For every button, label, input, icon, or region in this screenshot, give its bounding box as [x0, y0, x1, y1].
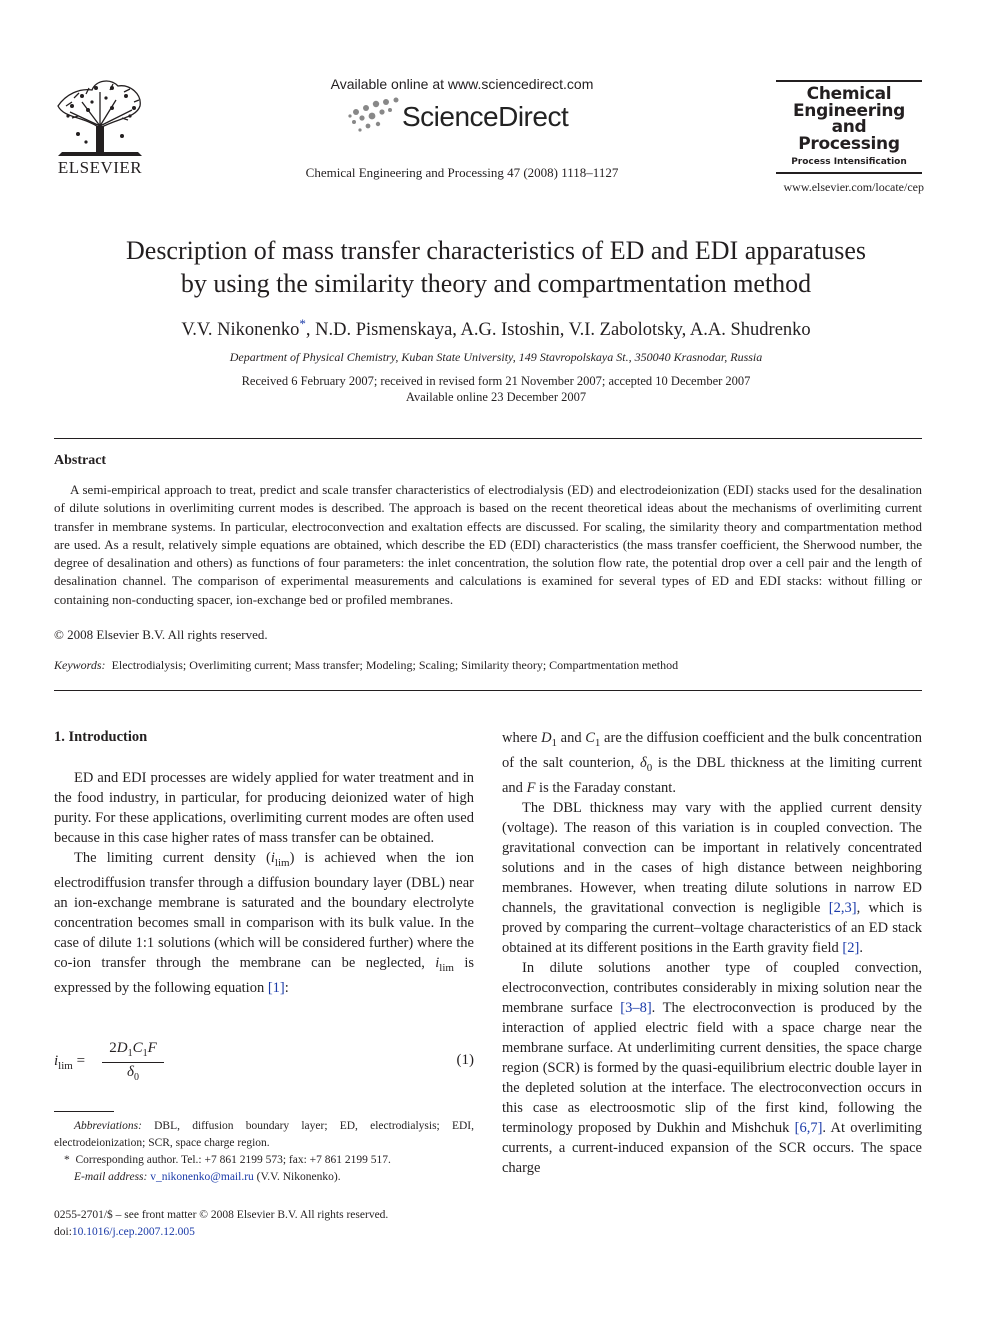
footnote-abbreviations: Abbreviations: DBL, diffusion boundary layer; ED, electrodialysis; EDI, electrodeionization; SCR, space charge region.: [54, 1120, 474, 1149]
front-matter-notes: [54, 1207, 494, 1241]
footnotes: [54, 1118, 474, 1186]
journal-url-link[interactable]: www.elsevier.com/locate/cep: [783, 180, 924, 194]
affiliation: Department of Physical Chemistry, Kuban State University, 149 Stavropolskaya St., 350040 Krasnodar, Russia: [229, 350, 763, 364]
abstract-top-rule: [54, 438, 922, 439]
reference-link-2-3[interactable]: [2,3]: [828, 899, 857, 916]
equation-1: [54, 1040, 474, 1088]
sciencedirect-logo-text: ScienceDirect: [402, 101, 569, 132]
footnote-rule: [54, 1111, 114, 1112]
fraction-bar: [102, 1062, 164, 1063]
doi-link[interactable]: 10.1016/j.cep.2007.12.005: [71, 1226, 195, 1238]
author-list: [60, 316, 932, 341]
keywords-list: Electrodialysis; Overlimiting current; Mass transfer; Modeling; Scaling; Similarity theory; Compartmentation method: [111, 658, 679, 672]
journal-logo-title: Chemical Engineering and Processing: [792, 84, 906, 154]
keywords: [54, 658, 922, 673]
right-paragraph-1: where $D_1$ and $C_1$ are the diffusion coefficient and the bulk concentration of the salt counterion, $\delta_0$ is the DBL thickness at the limiting current and F is the Faraday constant.: [502, 730, 923, 796]
journal-citation: Chemical Engineering and Processing 47 (2008) 1118–1127: [305, 165, 619, 180]
article-title: Description of mass transfer characteristics of ED and EDI apparatuses by using the similarity theory and compartmentation method: [126, 236, 866, 298]
journal-logo-subtitle: Process Intensification: [791, 157, 907, 167]
reference-link-1[interactable]: [1]: [267, 979, 285, 996]
email-link[interactable]: v_nikonenko@mail.ru: [150, 1171, 254, 1183]
right-column-text: [502, 728, 922, 1178]
right-paragraph-2: The DBL thickness may vary with the applied current density (voltage). The reason of this variation is in coupled convection. The gravitational convection can be important in relatively concentrated solutions and in the cases of high distance between neighboring membranes. However, when treating dilute solutions in narrow ED channels, the gravitational convection is negligible [2,3], which is proved by comparing the current–voltage characteristics of an ED stack obtained at its different positions in the Earth gravity field [2].: [502, 799, 923, 956]
abstract-copyright: © 2008 Elsevier B.V. All rights reserved.: [54, 627, 268, 642]
first-author: V.V. Nikonenko: [181, 320, 300, 341]
issn-line: 0255-2701/$ – see front matter © 2008 Elsevier B.V. All rights reserved.: [54, 1209, 389, 1221]
footnote-corresponding: * Corresponding author. Tel.: +7 861 2199 573; fax: +7 861 2199 517.: [64, 1154, 391, 1166]
equation-lhs: $i_{lim}$ =: [54, 1053, 86, 1072]
introduction-text: [54, 768, 474, 998]
abstract-text: A semi-empirical approach to treat, predict and scale transfer characteristics of electrodialysis (ED) and electrodeionization (EDI) stacks used for the desalination of dilute solutions in overlimiting current modes is described. The approach is based on the recent theoretical ideas about the mechanisms of overlimiting current transfer in membrane systems. In particular, electroconvection and exaltation effects are discussed. For scaling, the similarity theory and compartmentation method are used. As a result, relatively simple equations are obtained, which describe the ED (EDI) characteristics (the mass transfer coefficient, the Sherwood number, the degree of desalination and others) as functions of four parameters: the inlet concentration, the solution flow rate, the potential drop over a cell pair and the length of desalination channel. The comparison of experimental measurements and calculations is examined for several types of ED and EDI stacks: without filling or containing non-conducting spacer, ion-exchange bed or profiled membranes.: [54, 482, 922, 607]
abstract-heading: Abstract: [54, 453, 107, 468]
abstract-bottom-rule: [54, 690, 922, 691]
right-paragraph-3: In dilute solutions another type of coupled convection, electroconvection, contributes considerably in mixing solution near the membrane surface [3–8]. The electroconvection is produced by the interaction of applied electric field with a space charge near the membrane surface. At underlimiting current densities, the space charge region (SCR) is formed by the quasi-equilibrium electric double layer in the depleted solution at the interface. The electroconvection occurs in this case as electroosmotic slip of the first kind, following the terminology proposed by Dukhin and Mishchuk [6,7]. At overlimiting currents, a current-induced expansion of the SCR occurs. The space charge: [502, 959, 922, 1176]
reference-link-3-8[interactable]: [3–8]: [620, 999, 652, 1016]
intro-paragraph-2: The limiting current density $(i_{lim})$ is achieved when the ion electrodiffusion transfer through a diffusion boundary layer (DBL) near an ion-exchange membrane is saturated and the boundary electrolyte concentration becomes small in comparison with its bulk value. In the case of dilute 1:1 solutions (which will be considered further) where the co-ion transfer through the membrane can be neglected, $i_{lim}$ is expressed by the following equation [1]:: [54, 850, 474, 996]
available-online-text: Available online at www.sciencedirect.com: [330, 76, 594, 92]
equation-denominator: $\delta_0$: [127, 1064, 139, 1083]
footnote-email: E-mail address: v_nikonenko@mail.ru (V.V. Nikonenko).: [74, 1171, 341, 1183]
elsevier-logo-text: ELSEVIER: [57, 158, 143, 177]
reference-link-6-7[interactable]: [6,7]: [794, 1119, 823, 1136]
doi-line: doi:10.1016/j.cep.2007.12.005: [54, 1226, 195, 1238]
reference-link-2[interactable]: [2]: [842, 939, 860, 956]
equation-number: (1): [456, 1052, 474, 1068]
section-heading-introduction: 1. Introduction: [54, 729, 148, 745]
intro-paragraph-1: ED and EDI processes are widely applied for water treatment and in the food industry, in particular, for producing deionized water of high purity. For these applications, overlimiting current modes are often used because in this case higher rates of mass transfer can be obtained.: [54, 770, 474, 846]
article-dates: Received 6 February 2007; received in revised form 21 November 2007; accepted 10 December 2007 Available online 23 December 2007: [241, 374, 751, 404]
corresponding-author-link[interactable]: *: [299, 316, 306, 331]
keywords-label: Keywords:: [54, 658, 106, 672]
other-authors: , N.D. Pismenskaya, A.G. Istoshin, V.I. Zabolotsky, A.A. Shudrenko: [305, 320, 811, 341]
equation-numerator: $2D_1C_1F$: [109, 1040, 157, 1059]
